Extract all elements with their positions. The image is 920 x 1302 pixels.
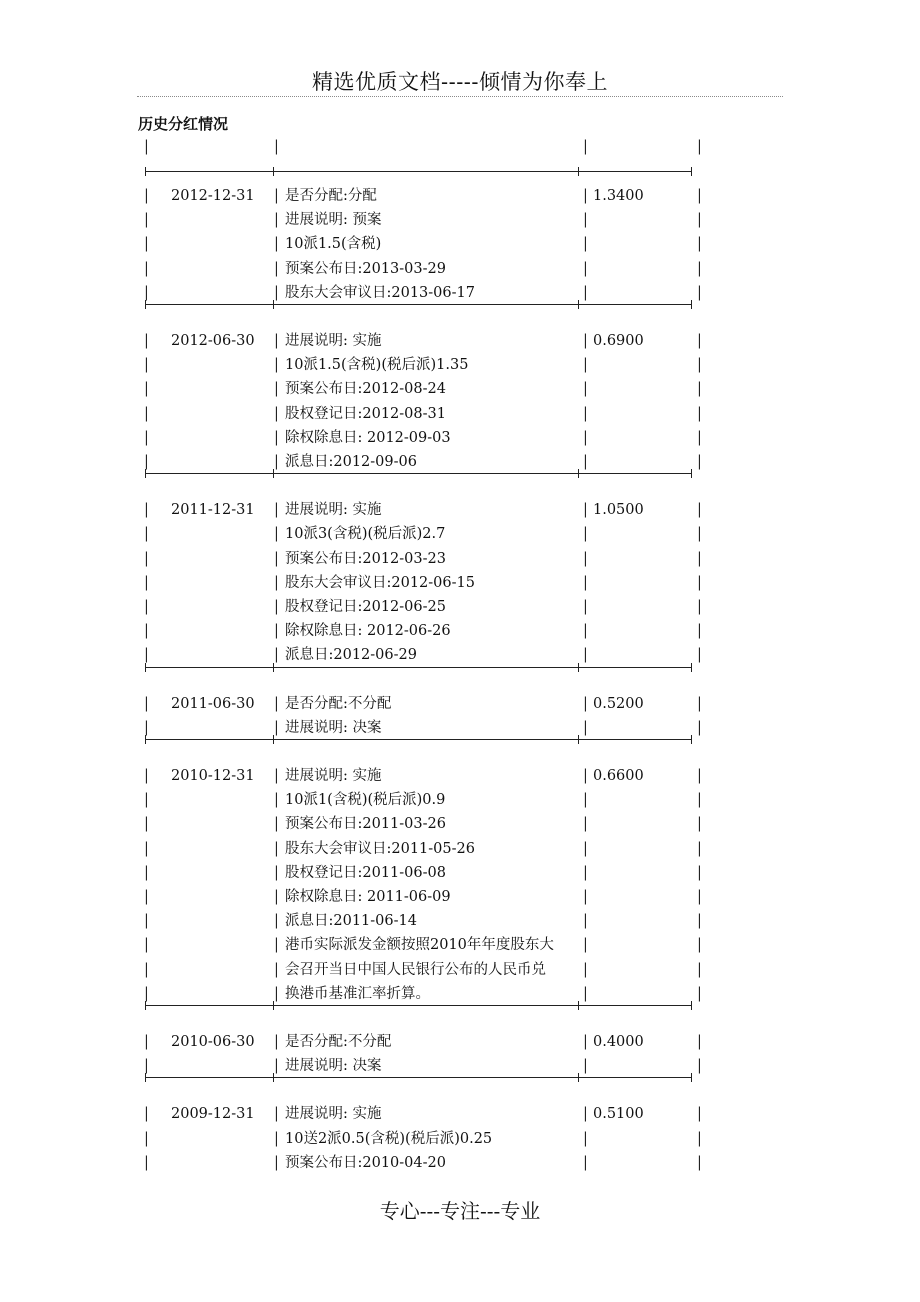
row-separator xyxy=(145,667,692,668)
column-bar: | xyxy=(274,260,279,277)
eps-value: 1.3400 xyxy=(593,188,644,204)
row-separator xyxy=(145,473,692,474)
separator-tick xyxy=(691,735,692,744)
column-bar: | xyxy=(274,333,279,349)
plan-line: 除权除息日: 2012-09-03 xyxy=(285,429,451,446)
column-bar: | xyxy=(697,840,702,857)
column-bar: | xyxy=(274,840,279,857)
separator-gap xyxy=(158,1076,164,1077)
separator-gap xyxy=(332,666,338,667)
column-bar: | xyxy=(583,212,588,229)
plan-line: 10送2派0.5(含税)(税后派)0.25 xyxy=(285,1130,493,1147)
column-bar: | xyxy=(697,574,702,591)
column-bar: | xyxy=(144,985,149,1002)
separator-tick xyxy=(578,167,579,176)
separator-gap xyxy=(158,170,164,171)
separator-gap xyxy=(459,303,465,304)
column-bar: | xyxy=(583,768,588,784)
plan-line: 预案公布日:2013-03-29 xyxy=(285,260,446,277)
column-bar: | xyxy=(274,357,279,374)
column-bar: | xyxy=(144,840,149,857)
dividend-year: 2010-12-31 xyxy=(171,768,255,784)
column-bar: | xyxy=(274,961,279,978)
separator-tick xyxy=(578,735,579,744)
separator-tick xyxy=(578,1073,579,1082)
column-bar: | xyxy=(144,139,149,155)
eps-value: 0.5200 xyxy=(593,695,644,712)
plan-line: 10派1(含税)(税后派)0.9 xyxy=(285,792,446,809)
plan-line: 港币实际派发金额按照2010年年度股东大 xyxy=(285,937,554,954)
column-bar: | xyxy=(144,333,149,349)
column-bar: | xyxy=(274,526,279,543)
plan-line: 进展说明: 决案 xyxy=(285,1058,382,1075)
separator-tick xyxy=(145,735,146,744)
separator-gap xyxy=(158,472,164,473)
column-bar: | xyxy=(274,188,279,204)
plan-line: 进展说明: 决案 xyxy=(285,719,382,736)
row-separator xyxy=(145,304,692,305)
column-bar: | xyxy=(583,333,588,349)
column-bar: | xyxy=(583,188,588,204)
separator-tick xyxy=(691,1001,692,1010)
column-bar: | xyxy=(697,816,702,833)
eps-value: 0.4000 xyxy=(593,1034,644,1050)
column-bar: | xyxy=(274,889,279,905)
column-bar: | xyxy=(697,284,702,301)
separator-gap xyxy=(332,472,338,473)
plan-line: 除权除息日: 2012-06-26 xyxy=(285,623,451,640)
column-bar: | xyxy=(583,1106,588,1123)
column-bar: | xyxy=(697,599,702,615)
column-bar: | xyxy=(697,1106,702,1123)
column-bar: | xyxy=(583,1130,588,1147)
page-header: 精选优质文档-----倾情为你奉上 xyxy=(312,70,608,94)
column-bar: | xyxy=(144,961,149,978)
column-bar: | xyxy=(144,1130,149,1147)
column-bar: | xyxy=(274,574,279,591)
column-bar: | xyxy=(697,139,702,155)
page-footer: 专心---专注---专业 xyxy=(379,1199,541,1223)
column-bar: | xyxy=(144,429,149,446)
column-bar: | xyxy=(583,1154,588,1171)
column-bar: | xyxy=(697,695,702,712)
separator-tick xyxy=(273,663,274,672)
column-bar: | xyxy=(274,599,279,615)
dividend-year: 2012-06-30 xyxy=(171,333,255,349)
separator-gap xyxy=(158,738,164,739)
separator-gap xyxy=(176,1004,182,1005)
column-bar: | xyxy=(697,623,702,640)
column-bar: | xyxy=(697,1154,702,1171)
plan-line: 预案公布日:2012-08-24 xyxy=(285,381,446,398)
column-bar: | xyxy=(697,212,702,229)
column-bar: | xyxy=(144,864,149,881)
column-bar: | xyxy=(583,1034,588,1050)
column-bar: | xyxy=(274,429,279,446)
plan-line: 股权登记日:2011-06-08 xyxy=(285,864,446,881)
column-bar: | xyxy=(583,889,588,905)
column-bar: | xyxy=(144,284,149,301)
separator-tick xyxy=(145,469,146,478)
column-bar: | xyxy=(144,937,149,954)
separator-tick xyxy=(273,300,274,309)
column-bar: | xyxy=(583,647,588,664)
plan-line: 股东大会审议日:2013-06-17 xyxy=(285,284,475,301)
plan-line: 进展说明: 实施 xyxy=(285,1106,382,1123)
row-separator xyxy=(145,171,692,172)
column-bar: | xyxy=(274,1154,279,1171)
column-bar: | xyxy=(144,816,149,833)
column-bar: | xyxy=(697,889,702,905)
column-bar: | xyxy=(144,1058,149,1075)
plan-line: 10派1.5(含税) xyxy=(285,236,382,253)
column-bar: | xyxy=(144,1106,149,1123)
separator-gap xyxy=(158,303,164,304)
column-bar: | xyxy=(144,405,149,422)
plan-line: 10派3(含税)(税后派)2.7 xyxy=(285,526,446,543)
column-bar: | xyxy=(144,357,149,374)
column-bar: | xyxy=(583,381,588,398)
separator-gap xyxy=(459,666,465,667)
separator-tick xyxy=(691,300,692,309)
section-title: 历史分红情况 xyxy=(138,115,229,133)
column-bar: | xyxy=(144,381,149,398)
plan-line: 10派1.5(含税)(税后派)1.35 xyxy=(285,357,469,374)
column-bar: | xyxy=(697,550,702,567)
column-bar: | xyxy=(697,937,702,954)
column-bar: | xyxy=(697,526,702,543)
column-bar: | xyxy=(697,429,702,446)
column-bar: | xyxy=(274,816,279,833)
column-bar: | xyxy=(274,792,279,809)
column-bar: | xyxy=(583,429,588,446)
column-bar: | xyxy=(144,647,149,664)
column-bar: | xyxy=(583,937,588,954)
column-bar: | xyxy=(274,1106,279,1123)
column-bar: | xyxy=(697,502,702,519)
column-bar: | xyxy=(583,357,588,374)
column-bar: | xyxy=(583,1058,588,1075)
separator-gap xyxy=(459,1004,465,1005)
column-bar: | xyxy=(583,139,588,155)
column-bar: | xyxy=(274,913,279,930)
column-bar: | xyxy=(697,1130,702,1147)
separator-tick xyxy=(578,1001,579,1010)
column-bar: | xyxy=(697,405,702,422)
column-bar: | xyxy=(583,792,588,809)
separator-tick xyxy=(145,663,146,672)
column-bar: | xyxy=(583,623,588,640)
separator-gap xyxy=(459,1076,465,1077)
column-bar: | xyxy=(274,647,279,664)
separator-gap xyxy=(176,738,182,739)
column-bar: | xyxy=(697,381,702,398)
separator-tick xyxy=(691,469,692,478)
column-bar: | xyxy=(583,913,588,930)
column-bar: | xyxy=(697,647,702,664)
column-bar: | xyxy=(274,623,279,640)
separator-tick xyxy=(691,663,692,672)
column-bar: | xyxy=(583,719,588,736)
column-bar: | xyxy=(583,985,588,1002)
plan-line: 股东大会审议日:2012-06-15 xyxy=(285,574,475,591)
plan-line: 进展说明: 预案 xyxy=(285,212,382,229)
column-bar: | xyxy=(144,574,149,591)
column-bar: | xyxy=(583,574,588,591)
plan-line: 预案公布日:2012-03-23 xyxy=(285,550,446,567)
column-bar: | xyxy=(583,961,588,978)
column-bar: | xyxy=(583,284,588,301)
plan-line: 进展说明: 实施 xyxy=(285,502,382,519)
column-bar: | xyxy=(274,454,279,470)
column-bar: | xyxy=(697,961,702,978)
column-bar: | xyxy=(144,188,149,204)
plan-line: 进展说明: 实施 xyxy=(285,333,382,349)
column-bar: | xyxy=(697,357,702,374)
plan-line: 换港币基准汇率折算。 xyxy=(285,985,430,1002)
row-separator xyxy=(145,1005,692,1006)
column-bar: | xyxy=(144,768,149,784)
column-bar: | xyxy=(274,768,279,784)
column-bar: | xyxy=(697,333,702,349)
separator-gap xyxy=(158,666,164,667)
separator-gap xyxy=(332,1076,338,1077)
separator-tick xyxy=(145,300,146,309)
eps-value: 0.6600 xyxy=(593,768,644,784)
separator-gap xyxy=(176,666,182,667)
dividend-year: 2011-12-31 xyxy=(171,502,255,519)
separator-tick xyxy=(273,469,274,478)
plan-line: 股权登记日:2012-08-31 xyxy=(285,405,446,422)
column-bar: | xyxy=(583,526,588,543)
separator-gap xyxy=(332,303,338,304)
separator-gap xyxy=(176,303,182,304)
column-bar: | xyxy=(697,1034,702,1050)
separator-tick xyxy=(578,300,579,309)
column-bar: | xyxy=(144,719,149,736)
column-bar: | xyxy=(144,550,149,567)
separator-tick xyxy=(578,663,579,672)
plan-line: 股权登记日:2012-06-25 xyxy=(285,599,446,615)
eps-value: 1.0500 xyxy=(593,502,644,519)
column-bar: | xyxy=(697,792,702,809)
column-bar: | xyxy=(274,550,279,567)
column-bar: | xyxy=(144,236,149,253)
separator-tick xyxy=(273,1001,274,1010)
plan-line: 派息日:2011-06-14 xyxy=(285,913,417,930)
column-bar: | xyxy=(583,260,588,277)
separator-gap xyxy=(176,1076,182,1077)
column-bar: | xyxy=(144,913,149,930)
dividend-year: 2012-12-31 xyxy=(171,188,255,204)
column-bar: | xyxy=(274,937,279,954)
column-bar: | xyxy=(144,889,149,905)
column-bar: | xyxy=(583,236,588,253)
column-bar: | xyxy=(274,719,279,736)
separator-gap xyxy=(332,738,338,739)
plan-line: 派息日:2012-09-06 xyxy=(285,454,417,470)
column-bar: | xyxy=(583,695,588,712)
separator-tick xyxy=(273,167,274,176)
dividend-year: 2010-06-30 xyxy=(171,1034,255,1050)
separator-tick xyxy=(691,1073,692,1082)
separator-gap xyxy=(176,170,182,171)
column-bar: | xyxy=(144,526,149,543)
plan-line: 是否分配:分配 xyxy=(285,188,377,204)
column-bar: | xyxy=(697,260,702,277)
plan-line: 是否分配:不分配 xyxy=(285,1034,392,1050)
separator-tick xyxy=(145,1073,146,1082)
column-bar: | xyxy=(697,1058,702,1075)
column-bar: | xyxy=(274,1058,279,1075)
separator-gap xyxy=(332,170,338,171)
column-bar: | xyxy=(583,405,588,422)
separator-tick xyxy=(145,1001,146,1010)
plan-line: 会召开当日中国人民银行公布的人民币兑 xyxy=(285,961,546,978)
eps-value: 0.6900 xyxy=(593,333,644,349)
column-bar: | xyxy=(583,599,588,615)
column-bar: | xyxy=(274,139,279,155)
plan-line: 是否分配:不分配 xyxy=(285,695,392,712)
column-bar: | xyxy=(697,913,702,930)
column-bar: | xyxy=(274,236,279,253)
separator-tick xyxy=(273,1073,274,1082)
separator-gap xyxy=(459,738,465,739)
column-bar: | xyxy=(274,985,279,1002)
separator-tick xyxy=(578,469,579,478)
separator-tick xyxy=(273,735,274,744)
column-bar: | xyxy=(274,695,279,712)
separator-tick xyxy=(691,167,692,176)
separator-gap xyxy=(158,1004,164,1005)
column-bar: | xyxy=(144,260,149,277)
column-bar: | xyxy=(274,212,279,229)
plan-line: 除权除息日: 2011-06-09 xyxy=(285,889,451,905)
separator-gap xyxy=(459,472,465,473)
column-bar: | xyxy=(697,864,702,881)
row-separator xyxy=(145,1077,692,1078)
column-bar: | xyxy=(274,381,279,398)
row-separator xyxy=(145,739,692,740)
plan-line: 预案公布日:2010-04-20 xyxy=(285,1154,446,1171)
column-bar: | xyxy=(144,1154,149,1171)
column-bar: | xyxy=(144,1034,149,1050)
separator-gap xyxy=(332,1004,338,1005)
separator-gap xyxy=(459,170,465,171)
column-bar: | xyxy=(583,816,588,833)
column-bar: | xyxy=(274,502,279,519)
dividend-year: 2011-06-30 xyxy=(171,695,255,712)
column-bar: | xyxy=(697,985,702,1002)
plan-line: 预案公布日:2011-03-26 xyxy=(285,816,446,833)
column-bar: | xyxy=(144,792,149,809)
column-bar: | xyxy=(274,284,279,301)
column-bar: | xyxy=(274,405,279,422)
column-bar: | xyxy=(583,840,588,857)
column-bar: | xyxy=(274,864,279,881)
column-bar: | xyxy=(583,864,588,881)
column-bar: | xyxy=(697,768,702,784)
column-bar: | xyxy=(697,236,702,253)
plan-line: 派息日:2012-06-29 xyxy=(285,647,417,664)
separator-gap xyxy=(176,472,182,473)
column-bar: | xyxy=(697,719,702,736)
column-bar: | xyxy=(144,502,149,519)
eps-value: 0.5100 xyxy=(593,1106,644,1123)
column-bar: | xyxy=(144,695,149,712)
column-bar: | xyxy=(274,1130,279,1147)
plan-line: 进展说明: 实施 xyxy=(285,768,382,784)
column-bar: | xyxy=(144,623,149,640)
column-bar: | xyxy=(144,454,149,470)
column-bar: | xyxy=(144,599,149,615)
column-bar: | xyxy=(583,550,588,567)
column-bar: | xyxy=(583,454,588,470)
column-bar: | xyxy=(697,188,702,204)
column-bar: | xyxy=(583,502,588,519)
column-bar: | xyxy=(697,454,702,470)
separator-tick xyxy=(145,167,146,176)
column-bar: | xyxy=(274,1034,279,1050)
plan-line: 股东大会审议日:2011-05-26 xyxy=(285,840,475,857)
dividend-year: 2009-12-31 xyxy=(171,1106,255,1123)
column-bar: | xyxy=(144,212,149,229)
